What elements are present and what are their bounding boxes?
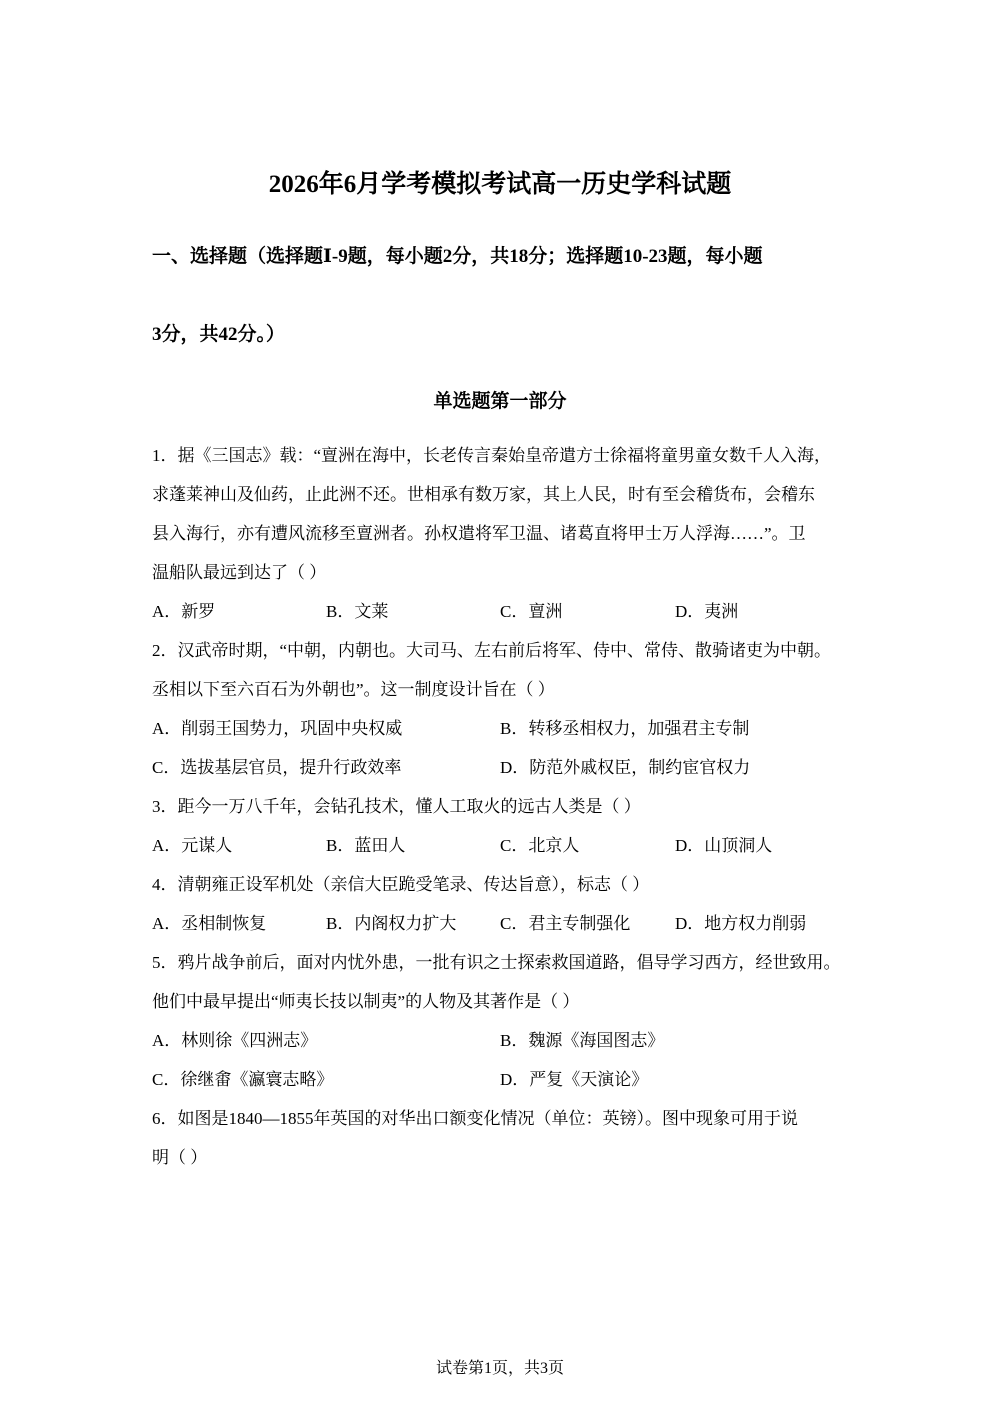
question-5-option-c[interactable]: C．徐继畬《瀛寰志略》 [152, 1070, 334, 1089]
question-3-option-a[interactable]: A．元谋人 [152, 836, 233, 855]
question-4-option-b[interactable]: B．内阁权力扩大 [326, 914, 457, 933]
question-1-line-1: 1．据《三国志》载：“亶洲在海中，长老传言秦始皇帝遣方士徐福将童男童女数千人入海， [152, 446, 832, 465]
question-4-option-a[interactable]: A．丞相制恢复 [152, 914, 267, 933]
question-1-option-a[interactable]: A．新罗 [152, 602, 216, 621]
question-1-line-4: 温船队最远到达了（ ） [152, 563, 327, 582]
question-3-option-d[interactable]: D．山顶洞人 [675, 836, 773, 855]
question-5-option-d[interactable]: D．严复《天演论》 [500, 1070, 649, 1089]
question-2-option-a[interactable]: A．削弱王国势力，巩固中央权威 [152, 719, 403, 738]
question-2-line-2: 丞相以下至六百石为外朝也”。这一制度设计旨在（ ） [152, 680, 555, 699]
question-2-option-c[interactable]: C．选拔基层官员，提升行政效率 [152, 758, 402, 777]
question-5-line-1: 5．鸦片战争前后，面对内忧外患，一批有识之士探索救国道路，倡导学习西方，经世致用。 [152, 953, 841, 972]
question-5-option-a[interactable]: A．林则徐《四洲志》 [152, 1031, 318, 1050]
page-title: 2026年6月学考模拟考试高一历史学科试题 [268, 171, 732, 198]
section-heading-line-1: 一、选择题（选择题Ⅰ-9题，每小题2分，共18分；选择题10-23题，每小题 [152, 246, 763, 267]
question-1-line-2: 求蓬莱神山及仙药，止此洲不还。世相承有数万家，其上人民，时有至会稽货布，会稽东 [152, 485, 815, 504]
question-5-option-b[interactable]: B．魏源《海国图志》 [500, 1031, 665, 1050]
page-footer: 试卷第1页，共3页 [435, 1360, 564, 1377]
question-3-option-c[interactable]: C．北京人 [500, 836, 580, 855]
question-1-option-b[interactable]: B．文莱 [326, 602, 389, 621]
subheading: 单选题第一部分 [433, 391, 567, 412]
question-2-line-1: 2．汉武帝时期，“中朝，内朝也。大司马、左右前后将军、侍中、常侍、散骑诸吏为中朝。 [152, 641, 832, 660]
question-2-option-b[interactable]: B．转移丞相权力，加强君主专制 [500, 719, 750, 738]
question-6-line-1: 6．如图是1840—1855年英国的对华出口额变化情况（单位：英镑）。图中现象可用于说 [152, 1109, 798, 1128]
question-3-line-1: 3．距今一万八千年，会钻孔技术，懂人工取火的远古人类是（ ） [152, 797, 641, 816]
question-1-line-3: 县入海行，亦有遭风流移至亶洲者。孙权遣将军卫温、诸葛直将甲士万人浮海……”。卫 [152, 524, 806, 543]
question-5-line-2: 他们中最早提出“师夷长技以制夷”的人物及其著作是（ ） [152, 992, 580, 1011]
question-3-option-b[interactable]: B．蓝田人 [326, 836, 406, 855]
question-6-line-2: 明（ ） [152, 1148, 208, 1167]
question-2-option-d[interactable]: D．防范外戚权臣，制约宦官权力 [500, 758, 751, 777]
question-4-option-c[interactable]: C．君主专制强化 [500, 914, 631, 933]
question-1-option-d[interactable]: D．夷洲 [675, 602, 739, 621]
question-1-option-c[interactable]: C．亶洲 [500, 602, 563, 621]
question-4-option-d[interactable]: D．地方权力削弱 [675, 914, 807, 933]
section-heading-line-2: 3分，共42分。） [152, 324, 286, 345]
question-4-line-1: 4．清朝雍正设军机处（亲信大臣跪受笔录、传达旨意），标志（ ） [152, 875, 650, 894]
